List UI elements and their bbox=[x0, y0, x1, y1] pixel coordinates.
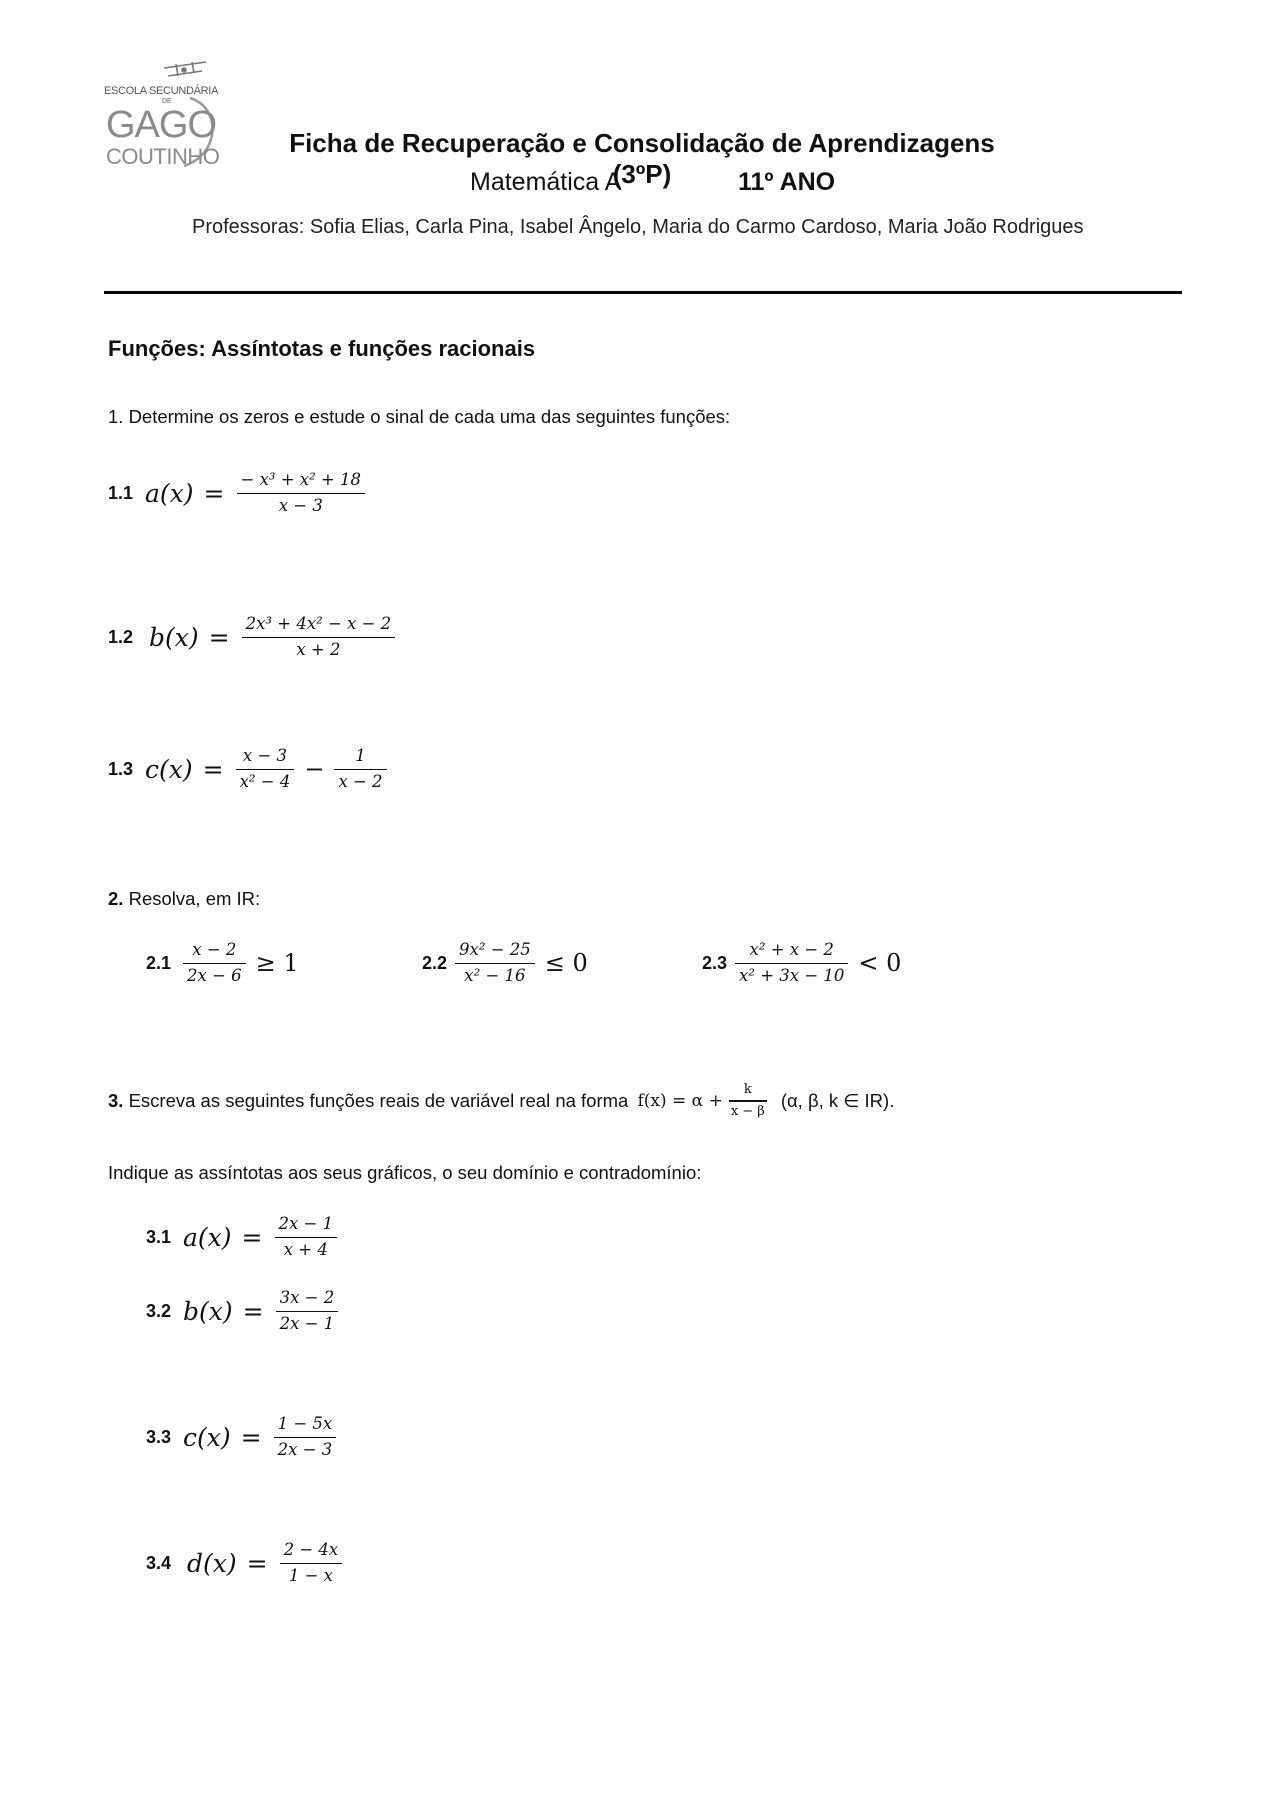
denominator: x² + 3x − 10 bbox=[739, 966, 845, 986]
denominator: 2x − 3 bbox=[277, 1440, 333, 1460]
fraction bbox=[274, 1414, 337, 1461]
numerator: − x³ + x² + 18 bbox=[240, 470, 362, 489]
denominator: 2x − 6 bbox=[187, 966, 242, 986]
denominator: x + 2 bbox=[296, 640, 341, 660]
item-number: 3.1 bbox=[146, 1226, 172, 1247]
fraction-bar bbox=[280, 1563, 343, 1564]
function-name: b(x) bbox=[149, 622, 199, 652]
form-params: (α, β, k ∈ IR). bbox=[780, 1089, 895, 1111]
fraction bbox=[280, 1540, 343, 1587]
item-number: 1.2 bbox=[108, 626, 134, 647]
fraction-bar bbox=[735, 963, 848, 964]
numerator: k bbox=[743, 1082, 752, 1097]
numerator: 3x − 2 bbox=[279, 1288, 335, 1307]
fraction-bar bbox=[236, 769, 295, 770]
denominator: x + 4 bbox=[283, 1240, 328, 1260]
fraction bbox=[735, 940, 848, 987]
equals-sign: = bbox=[246, 1548, 268, 1578]
item-number: 3.4 bbox=[146, 1552, 172, 1573]
q3-statement bbox=[108, 1082, 894, 1120]
section-title: Funções: Assíntotas e funções racionais bbox=[108, 336, 536, 361]
q3-item-1 bbox=[146, 1214, 337, 1261]
q3-statement-2: Indique as assíntotas aos seus gráficos, o seu domínio e contradomínio: bbox=[108, 1162, 702, 1183]
item-number: 3.2 bbox=[146, 1300, 172, 1321]
denominator: x² − 4 bbox=[239, 772, 291, 792]
inequality: ≥ 1 bbox=[255, 949, 299, 978]
q2-item-1 bbox=[146, 940, 299, 987]
q1-statement: 1. Determine os zeros e estude o sinal de cada uma das seguintes funções: bbox=[108, 406, 731, 427]
fraction bbox=[276, 1288, 339, 1335]
fraction bbox=[455, 940, 535, 987]
denominator: x² − 16 bbox=[464, 966, 526, 986]
item-number: 2.2 bbox=[422, 952, 448, 973]
q3-text: Escreva as seguintes funções reais de variável real na forma bbox=[123, 1089, 634, 1111]
inequality: < 0 bbox=[858, 949, 902, 978]
denominator: 2x − 1 bbox=[279, 1314, 335, 1334]
q2-label: 2. bbox=[108, 888, 124, 909]
function-name: a(x) bbox=[145, 478, 194, 508]
equals-sign: = bbox=[241, 1222, 263, 1252]
fraction-bar bbox=[275, 1237, 338, 1238]
form-lhs: f(x) = α + bbox=[637, 1090, 723, 1111]
logo-text-coutinho: COUTINHO bbox=[106, 144, 220, 169]
numerator: 1 bbox=[355, 746, 366, 765]
fraction bbox=[334, 746, 386, 793]
numerator: 1 − 5x bbox=[277, 1414, 333, 1433]
function-name: b(x) bbox=[183, 1296, 233, 1326]
minus-operator: − bbox=[304, 755, 325, 784]
fraction bbox=[275, 1214, 338, 1261]
form-fraction bbox=[729, 1082, 767, 1120]
fraction-bar bbox=[274, 1437, 337, 1438]
fraction bbox=[237, 470, 366, 517]
fraction-bar bbox=[237, 493, 366, 494]
function-name: c(x) bbox=[183, 1422, 231, 1452]
q3-item-4 bbox=[146, 1540, 342, 1587]
equals-sign: = bbox=[202, 754, 224, 784]
item-number: 2.3 bbox=[702, 952, 728, 973]
fraction bbox=[236, 746, 295, 793]
fraction-bar bbox=[455, 963, 535, 964]
q1-item-3 bbox=[108, 746, 387, 793]
equals-sign: = bbox=[203, 478, 225, 508]
fraction-bar bbox=[276, 1311, 339, 1312]
q2-item-3 bbox=[702, 940, 901, 987]
denominator: x − 2 bbox=[338, 772, 383, 792]
logo-text-school: ESCOLA SECUNDÁRIA bbox=[104, 85, 219, 97]
q2-text: Resolva, em IR: bbox=[123, 888, 261, 909]
denominator: x − β bbox=[730, 1103, 765, 1119]
year-label: 11º ANO bbox=[738, 168, 836, 196]
worksheet-title: Ficha de Recuperação e Consolidação de Aprendizagens (3ºP) bbox=[289, 128, 995, 189]
fraction-bar bbox=[242, 637, 396, 638]
fraction bbox=[242, 614, 396, 661]
subject-label: Matemática A bbox=[470, 168, 622, 196]
item-number: 1.1 bbox=[108, 482, 134, 503]
school-logo bbox=[102, 58, 232, 188]
numerator: 2x³ + 4x² − x − 2 bbox=[245, 614, 392, 633]
numerator: x² + x − 2 bbox=[749, 940, 834, 959]
q2-statement bbox=[108, 888, 260, 910]
denominator: 1 − x bbox=[288, 1566, 333, 1586]
function-name: a(x) bbox=[183, 1222, 232, 1252]
item-number: 1.3 bbox=[108, 758, 134, 779]
item-number: 3.3 bbox=[146, 1426, 172, 1447]
logo-text-de: DE bbox=[162, 98, 172, 105]
numerator: x − 2 bbox=[192, 940, 237, 959]
item-number: 2.1 bbox=[146, 952, 172, 973]
equals-sign: = bbox=[208, 622, 230, 652]
fraction-bar bbox=[729, 1100, 767, 1101]
numerator: 2x − 1 bbox=[278, 1214, 334, 1233]
numerator: 9x² − 25 bbox=[459, 940, 531, 959]
numerator: x − 3 bbox=[242, 746, 288, 765]
function-name: c(x) bbox=[145, 754, 193, 784]
denominator: x − 3 bbox=[278, 496, 323, 516]
q1-item-1 bbox=[108, 470, 365, 517]
fraction-bar bbox=[183, 963, 246, 964]
inequality: ≤ 0 bbox=[544, 949, 588, 978]
q2-item-2 bbox=[422, 940, 588, 987]
function-name: d(x) bbox=[187, 1548, 237, 1578]
q3-label: 3. bbox=[108, 1089, 124, 1111]
numerator: 2 − 4x bbox=[283, 1540, 339, 1559]
q1-item-2 bbox=[108, 614, 395, 661]
teachers-line: Professoras: Sofia Elias, Carla Pina, Isabel Ângelo, Maria do Carmo Cardoso, Maria João Rodrigues bbox=[192, 216, 1084, 238]
fraction-bar bbox=[334, 769, 386, 770]
q3-item-2 bbox=[146, 1288, 338, 1335]
fraction bbox=[183, 940, 246, 987]
header-divider bbox=[104, 291, 1182, 294]
equals-sign: = bbox=[240, 1422, 262, 1452]
equals-sign: = bbox=[242, 1296, 264, 1326]
q3-item-3 bbox=[146, 1414, 336, 1461]
logo-text-gago: GAGO bbox=[106, 104, 217, 146]
